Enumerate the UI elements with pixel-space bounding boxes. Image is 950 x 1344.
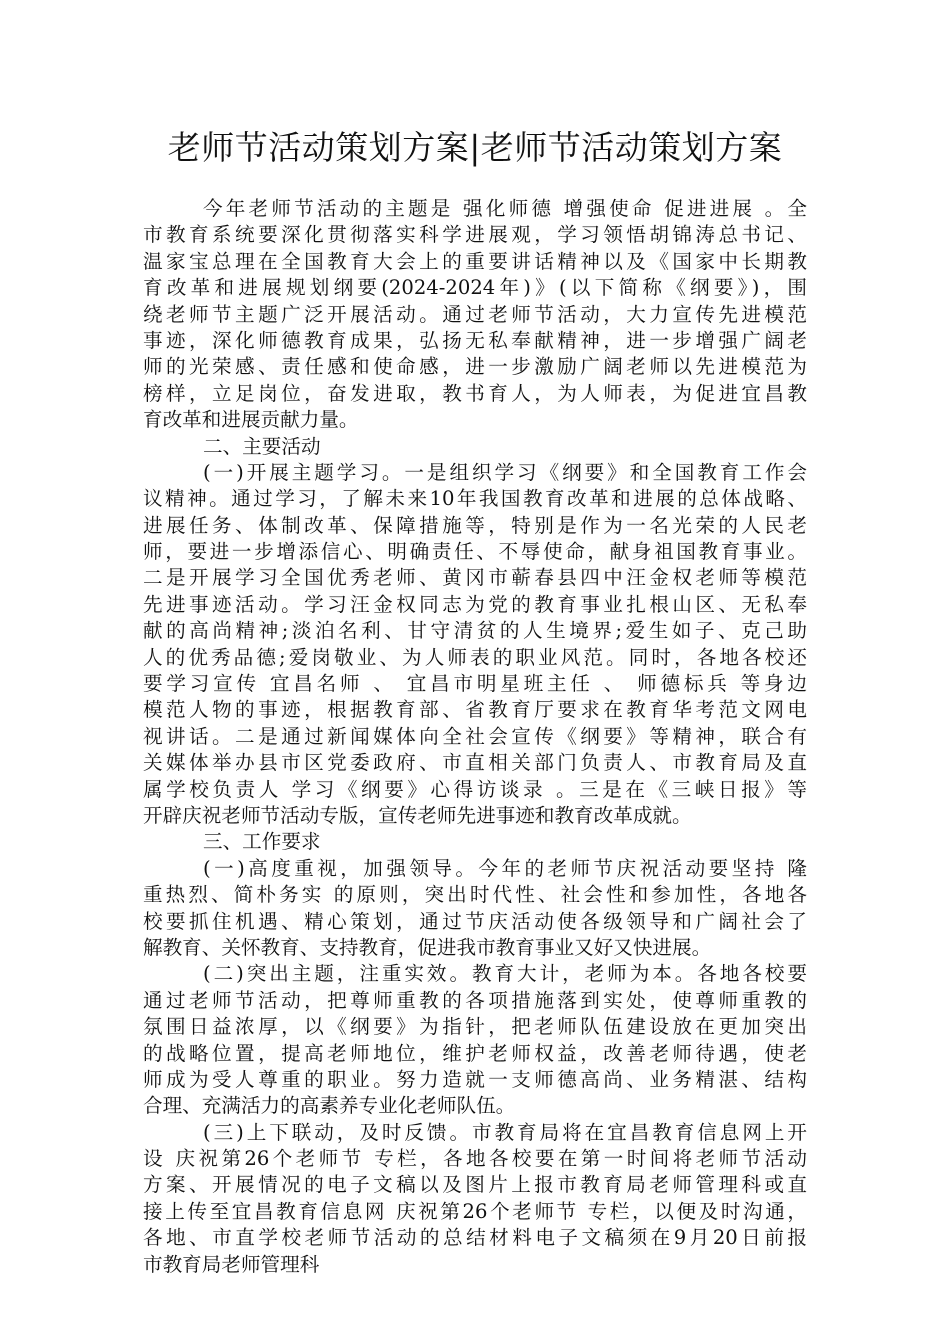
text-line: 关媒体举办县市区党委政府、市直相关部门负责人、市教育局及直: [143, 751, 807, 775]
document-title: 老师节活动策划方案|老师节活动策划方案: [167, 128, 783, 167]
text-line: 要学习宣传 宜昌名师 、 宜昌市明星班主任 、 师德标兵 等身边: [143, 672, 807, 696]
text-line: 开辟庆祝老师节活动专版，宣传老师先进事迹和教育改革成就。: [143, 803, 692, 827]
text-line: 通过老师节活动，把尊师重教的各项措施落到实处，使尊师重教的: [143, 988, 807, 1012]
text-line: 合理、充满活力的高素养专业化老师队伍。: [143, 1094, 516, 1118]
text-line: 二、主要活动: [203, 434, 321, 458]
text-line: 人的优秀品德;爱岗敬业、为人师表的职业风范。同时，各地各校还: [143, 645, 807, 669]
text-line: 先进事迹活动。学习汪金权同志为党的教育事业扎根山区、无私奉: [143, 592, 807, 616]
text-line: 绕老师节主题广泛开展活动。通过老师节活动，大力宣传先进模范: [143, 302, 807, 326]
text-line: 重热烈、简朴务实 的原则，突出时代性、社会性和参加性，各地各: [143, 883, 807, 907]
text-line: 榜样，立足岗位，奋发进取，教书育人，为人师表，为促进宜昌教: [143, 381, 807, 405]
text-line: 师的光荣感、责任感和使命感，进一步激励广阔老师以先进模范为: [143, 355, 807, 379]
text-line: (一)高度重视，加强领导。今年的老师节庆祝活动要坚持 隆: [203, 856, 807, 880]
text-line: 的战略位置，提高老师地位，维护老师权益，改善老师待遇，使老: [143, 1041, 807, 1065]
text-line: (三)上下联动，及时反馈。市教育局将在宜昌教育信息网上开: [203, 1120, 807, 1144]
text-line: 今年老师节活动的主题是 强化师德 增强使命 促进进展 。全: [203, 197, 807, 220]
text-line: (二)突出主题，注重实效。教育大计，老师为本。各地各校要: [203, 962, 807, 986]
text-line: 解教育、关怀教育、支持教育，促进我市教育事业又好又快进展。: [143, 935, 712, 959]
text-line: 师成为受人尊重的职业。努力造就一支师德高尚、业务精湛、结构: [143, 1067, 807, 1091]
text-line: 模范人物的事迹，根据教育部、省教育厅要求在教育华考范文网电: [143, 698, 807, 722]
text-line: 议精神。通过学习，了解未来10年我国教育改革和进展的总体战略、: [143, 487, 807, 511]
text-line: 温家宝总理在全国教育大会上的重要讲话精神以及《国家中长期教: [143, 249, 807, 273]
text-line: 事迹，深化师德教育成果，弘扬无私奉献精神，进一步增强广阔老: [143, 328, 807, 352]
text-line: 市教育局老师管理科: [143, 1252, 320, 1276]
text-line: 视讲话。二是通过新闻媒体向全社会宣传《纲要》等精神，联合有: [143, 724, 807, 748]
text-line: 属学校负责人 学习《纲要》心得访谈录 。三是在《三峡日报》等: [143, 777, 807, 801]
text-line: 设 庆祝第26个老师节 专栏，各地各校要在第一时间将老师节活动: [143, 1147, 807, 1171]
text-line: 氛围日益浓厚，以《纲要》为指针，把老师队伍建设放在更加突出: [143, 1015, 807, 1039]
text-line: 进展任务、体制改革、保障措施等，特别是作为一名光荣的人民老: [143, 513, 807, 537]
text-line: 校要抓住机遇、精心策划，通过节庆活动使各级领导和广阔社会了: [143, 909, 807, 933]
text-line: 二是开展学习全国优秀老师、黄冈市蕲春县四中汪金权老师等模范: [143, 566, 807, 590]
text-line: 接上传至宜昌教育信息网 庆祝第26个老师节 专栏，以便及时沟通，: [143, 1199, 807, 1223]
text-line: 三、工作要求: [203, 830, 321, 854]
text-line: 育改革和进展规划纲要(2024-2024年)》(以下简称《纲要》)，围: [143, 276, 807, 300]
text-line: 献的高尚精神;淡泊名利、甘守清贫的人生境界;爱生如子、克己助: [143, 619, 807, 643]
text-line: 各地、市直学校老师节活动的总结材料电子文稿须在9月20日前报: [143, 1226, 807, 1250]
text-line: 市教育系统要深化贯彻落实科学进展观，学习领悟胡锦涛总书记、: [143, 223, 807, 247]
text-line: 师，要进一步增添信心、明确责任、不辱使命，献身祖国教育事业。: [143, 540, 807, 564]
text-line: (一)开展主题学习。一是组织学习《纲要》和全国教育工作会: [203, 460, 807, 484]
text-line: 方案、开展情况的电子文稿以及图片上报市教育局老师管理科或直: [143, 1173, 807, 1197]
document-body: [143, 196, 807, 1278]
text-line: 育改革和进展贡献力量。: [143, 408, 359, 432]
